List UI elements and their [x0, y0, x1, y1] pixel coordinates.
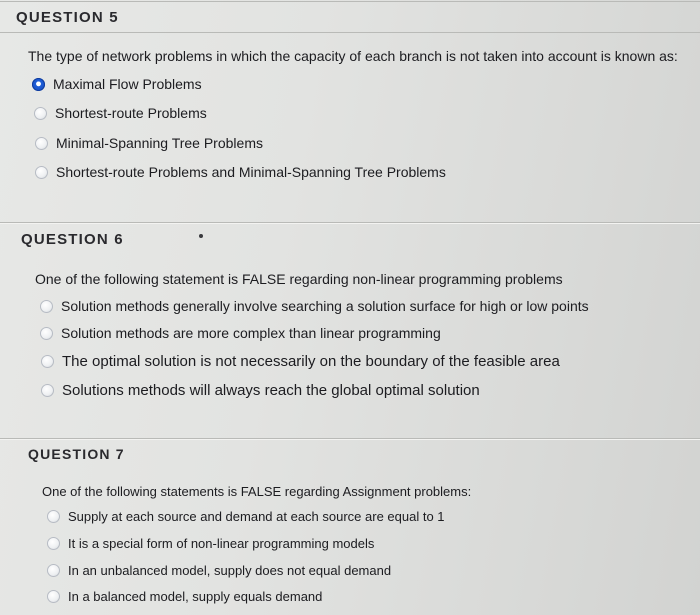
radio-button[interactable] [40, 300, 53, 313]
option-label: In a balanced model, supply equals demand [68, 589, 323, 604]
question-7-option-4[interactable] [47, 589, 322, 604]
question-5-prompt: The type of network problems in which the capacity of each branch is not taken into account is known as: [28, 48, 678, 64]
stray-dot [199, 234, 203, 238]
option-label: Solution methods generally involve searching a solution surface for high or low points [61, 298, 589, 314]
radio-button[interactable] [47, 510, 60, 523]
question-5-option-3[interactable] [35, 135, 263, 151]
question-6-option-3[interactable] [41, 353, 560, 370]
option-label: Supply at each source and demand at each source are equal to 1 [68, 509, 445, 524]
question-5-header-divider [0, 32, 700, 33]
question-6-prompt: One of the following statement is FALSE regarding non-linear programming problems [35, 271, 563, 287]
divider-highlight [0, 223, 700, 224]
question-7-option-1[interactable] [47, 509, 445, 524]
question-7-prompt: One of the following statements is FALSE regarding Assignment problems: [42, 484, 472, 499]
option-label: It is a special form of non-linear programming models [68, 536, 375, 551]
radio-button-selected[interactable] [32, 78, 45, 91]
question-7-header: QUESTION 7 [28, 446, 125, 462]
radio-button[interactable] [41, 384, 54, 397]
radio-button[interactable] [34, 107, 47, 120]
option-label: Shortest-route Problems [55, 105, 207, 121]
option-label: Minimal-Spanning Tree Problems [56, 135, 263, 151]
question-6-option-4[interactable] [41, 382, 480, 399]
question-7-option-3[interactable] [47, 563, 391, 578]
radio-button[interactable] [47, 537, 60, 550]
radio-button[interactable] [40, 327, 53, 340]
question-6-option-2[interactable] [40, 325, 441, 341]
radio-button[interactable] [47, 564, 60, 577]
radio-button[interactable] [41, 355, 54, 368]
option-label: Solution methods are more complex than linear programming [61, 325, 441, 341]
question-5-option-2[interactable] [34, 105, 207, 121]
question-7-option-2[interactable] [47, 536, 374, 551]
radio-button[interactable] [35, 166, 48, 179]
top-divider [0, 1, 700, 2]
question-6-header: QUESTION 6 [21, 230, 124, 248]
radio-button[interactable] [35, 137, 48, 150]
question-6-option-1[interactable] [40, 298, 589, 314]
question-5-header: QUESTION 5 [16, 8, 119, 26]
option-label: Maximal Flow Problems [53, 76, 202, 92]
question-5-option-1[interactable] [32, 76, 202, 92]
option-label: Solutions methods will always reach the global optimal solution [62, 382, 480, 399]
question-5-option-4[interactable] [35, 164, 446, 180]
radio-button[interactable] [47, 590, 60, 603]
option-label: Shortest-route Problems and Minimal-Spanning Tree Problems [56, 164, 446, 180]
option-label: The optimal solution is not necessarily on the boundary of the feasible area [62, 353, 560, 370]
option-label: In an unbalanced model, supply does not equal demand [68, 563, 392, 578]
